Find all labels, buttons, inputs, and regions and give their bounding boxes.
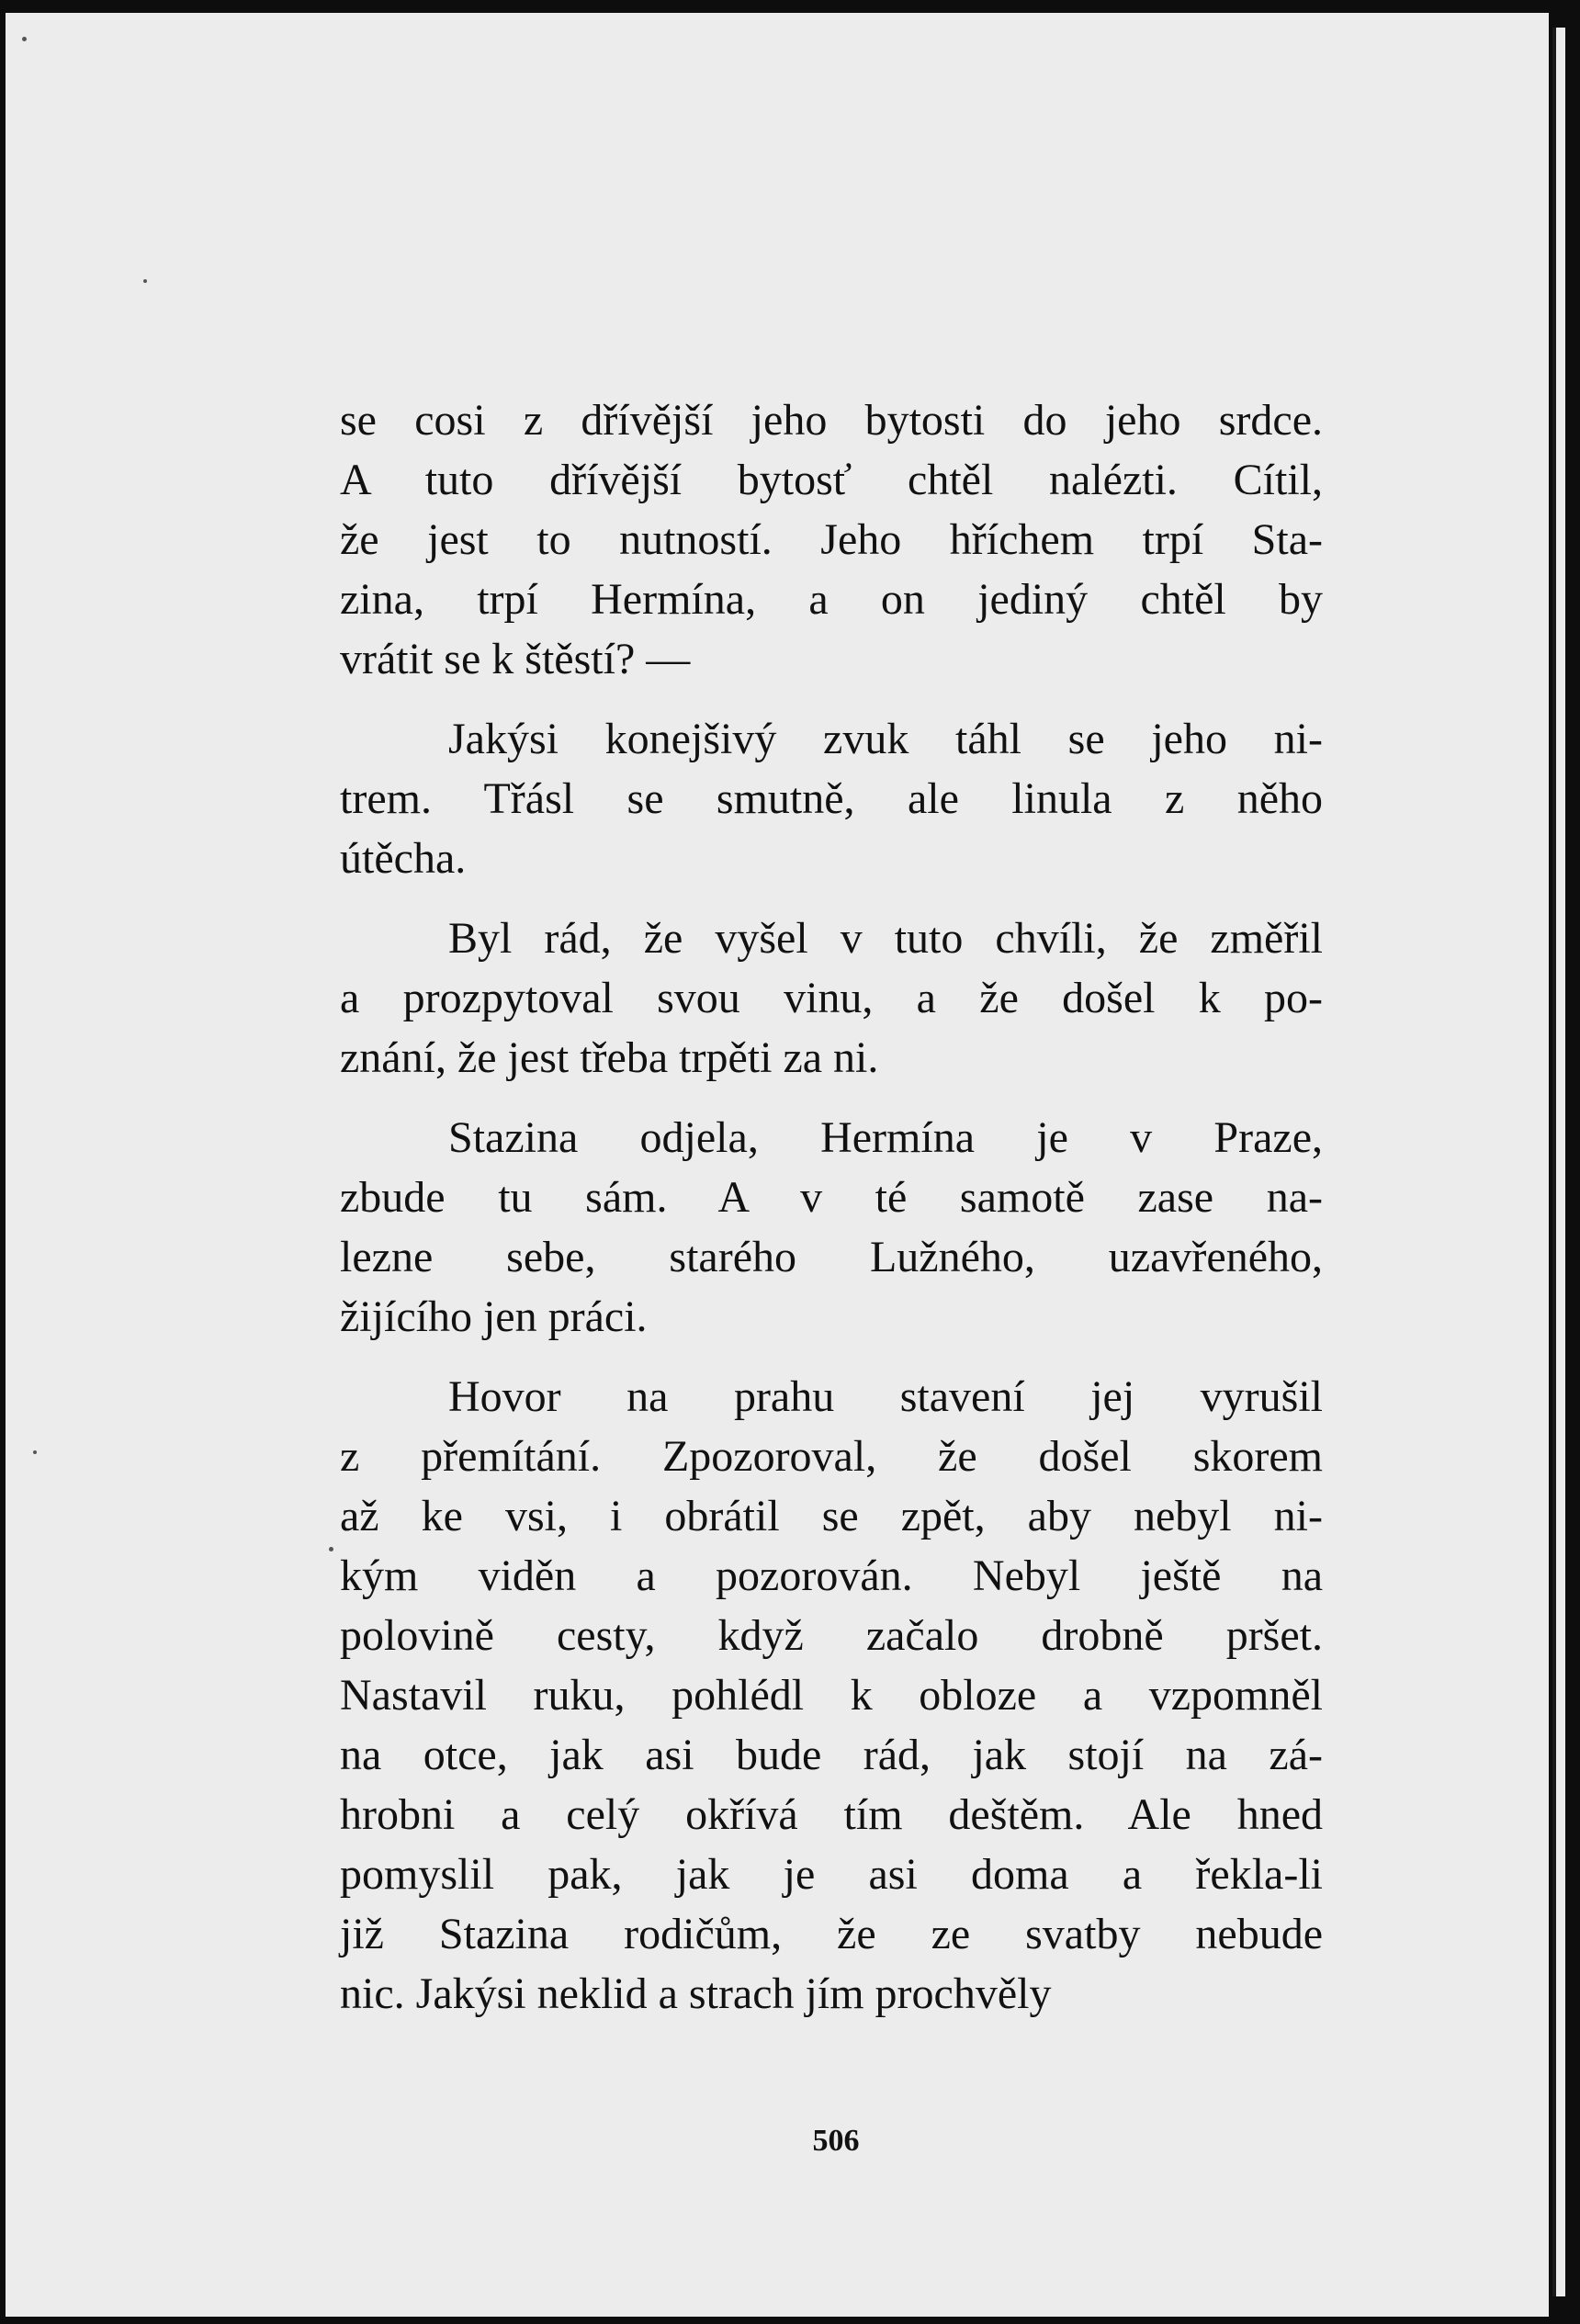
text-line: zina, trpí Hermína, a on jediný chtěl by (340, 575, 1323, 624)
page-edge (1552, 28, 1565, 2296)
text-line: nic. Jakýsi neklid a strach jím prochvěly (340, 1969, 1052, 2018)
text-line: pomyslil pak, jak je asi doma a řekla-li (340, 1850, 1323, 1899)
text-line: hrobni a celý okřívá tím deštěm. Ale hned (340, 1790, 1323, 1839)
text-line: z přemítání. Zpozoroval, že došel skorem (340, 1432, 1323, 1481)
text-line: trem. Třásl se smutně, ale linula z něho (340, 774, 1323, 823)
page-number: 506 (812, 2124, 860, 2158)
text-line: že jest to nutností. Jeho hříchem trpí Sta- (340, 515, 1323, 564)
body-text (340, 390, 1323, 2044)
text-line: až ke vsi, i obrátil se zpět, aby nebyl ni- (340, 1492, 1323, 1540)
text-line: lezne sebe, starého Lužného, uzavřeného, (340, 1233, 1323, 1281)
dust-speck (329, 1547, 333, 1551)
text-line: a prozpytoval svou vinu, a že došel k po- (340, 974, 1323, 1022)
paragraph (340, 390, 1323, 689)
text-line: Stazina odjela, Hermína je v Praze, (448, 1113, 1323, 1162)
text-line: již Stazina rodičům, že ze svatby nebude (340, 1910, 1323, 1958)
text-line: kým viděn a pozorován. Nebyl ještě na (340, 1551, 1323, 1600)
dust-speck (22, 37, 27, 41)
text-line: Byl rád, že vyšel v tuto chvíli, že změřil (448, 914, 1323, 963)
text-line: Nastavil ruku, pohlédl k obloze a vzpomněl (340, 1671, 1323, 1720)
paragraph (340, 709, 1323, 888)
text-line: Jakýsi konejšivý zvuk táhl se jeho ni- (448, 715, 1323, 763)
text-line: vrátit se k štěstí? — (340, 635, 691, 683)
paragraph (340, 1367, 1323, 2024)
text-line: Hovor na prahu stavení jej vyrušil (448, 1372, 1323, 1421)
text-line: na otce, jak asi bude rád, jak stojí na zá- (340, 1731, 1323, 1779)
text-line: A tuto dřívější bytosť chtěl nalézti. Cítil, (340, 456, 1323, 504)
text-line: zbude tu sám. A v té samotě zase na- (340, 1173, 1323, 1222)
paragraph (340, 1108, 1323, 1347)
paragraph (340, 908, 1323, 1088)
dust-speck (143, 279, 147, 283)
dust-speck (33, 1450, 37, 1454)
text-line: polovině cesty, když začalo drobně pršet. (340, 1611, 1323, 1660)
text-line: útěcha. (340, 834, 467, 883)
text-line: žijícího jen práci. (340, 1292, 648, 1341)
text-line: se cosi z dřívější jeho bytosti do jeho srdce. (340, 396, 1323, 445)
text-line: znání, že jest třeba trpěti za ni. (340, 1033, 879, 1082)
